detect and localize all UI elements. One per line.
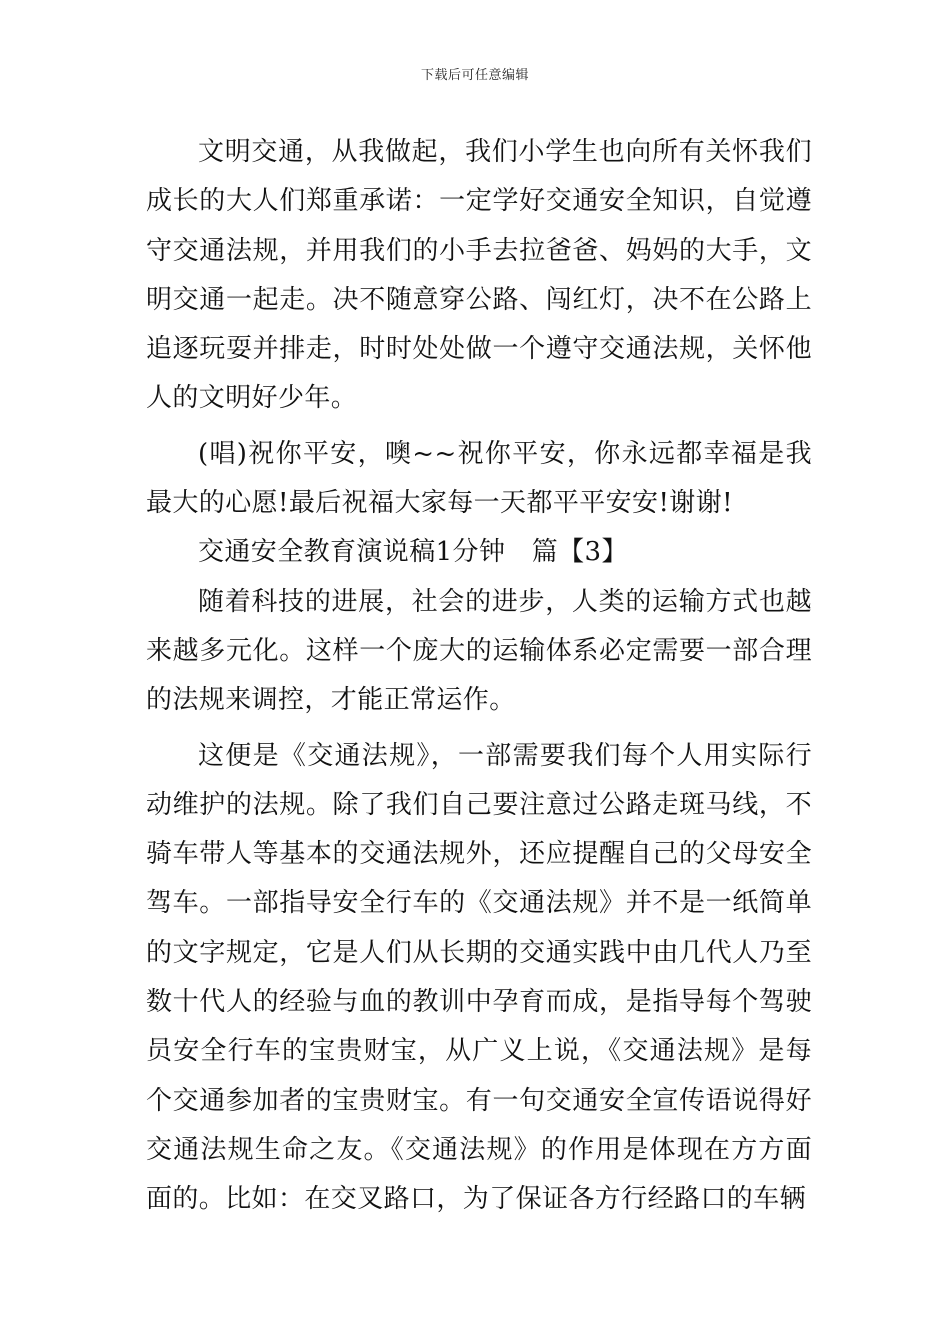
document-body — [146, 128, 812, 1225]
paragraph-traffic-law: 这便是《交通法规》，一部需要我们每个人用实际行动维护的法规。除了我们自己要注意过公路走斑马线，不骑车带人等基本的交通法规外，还应提醒自己的父母安全驾车。一部指导安全行车的《交通法规》并不是一纸简单的文字规定，它是人们从长期的交通实践中由几代人乃至数十代人的经验与血的教训中孕育而成，是指导每个驾驶员安全行车的宝贵财宝，从广义上说，《交通法规》是每个交通参加者的宝贵财宝。有一句交通安全宣传语说得好交通法规生命之友。《交通法规》的作用是体现在方方面面的。比如：在交叉路口，为了保证各方行经路口的车辆 — [146, 740, 812, 1215]
paragraph-pledge: 文明交通，从我做起，我们小学生也向所有关怀我们成长的大人们郑重承诺：一定学好交通安全知识，自觉遵守交通法规，并用我们的小手去拉爸爸、妈妈的大手，文明交通一起走。决不随意穿公路、闯红灯，决不在公路上追逐玩耍并排走，时时处处做一个遵守交通法规，关怀他人的文明好少年。 — [146, 137, 812, 414]
paragraph-song: (唱)祝你平安，噢~~祝你平安，你永远都幸福是我最大的心愿!最后祝福大家每一天都平平安安!谢谢! — [146, 438, 812, 519]
section-heading: 交通安全教育演说稿1分钟 篇【3】 — [198, 537, 628, 568]
paragraph-intro: 随着科技的进展，社会的进步，人类的运输方式也越来越多元化。这样一个庞大的运输体系必定需要一部合理的法规来调控，才能正常运作。 — [146, 586, 812, 716]
page-header: 下载后可任意编辑 — [420, 68, 529, 83]
